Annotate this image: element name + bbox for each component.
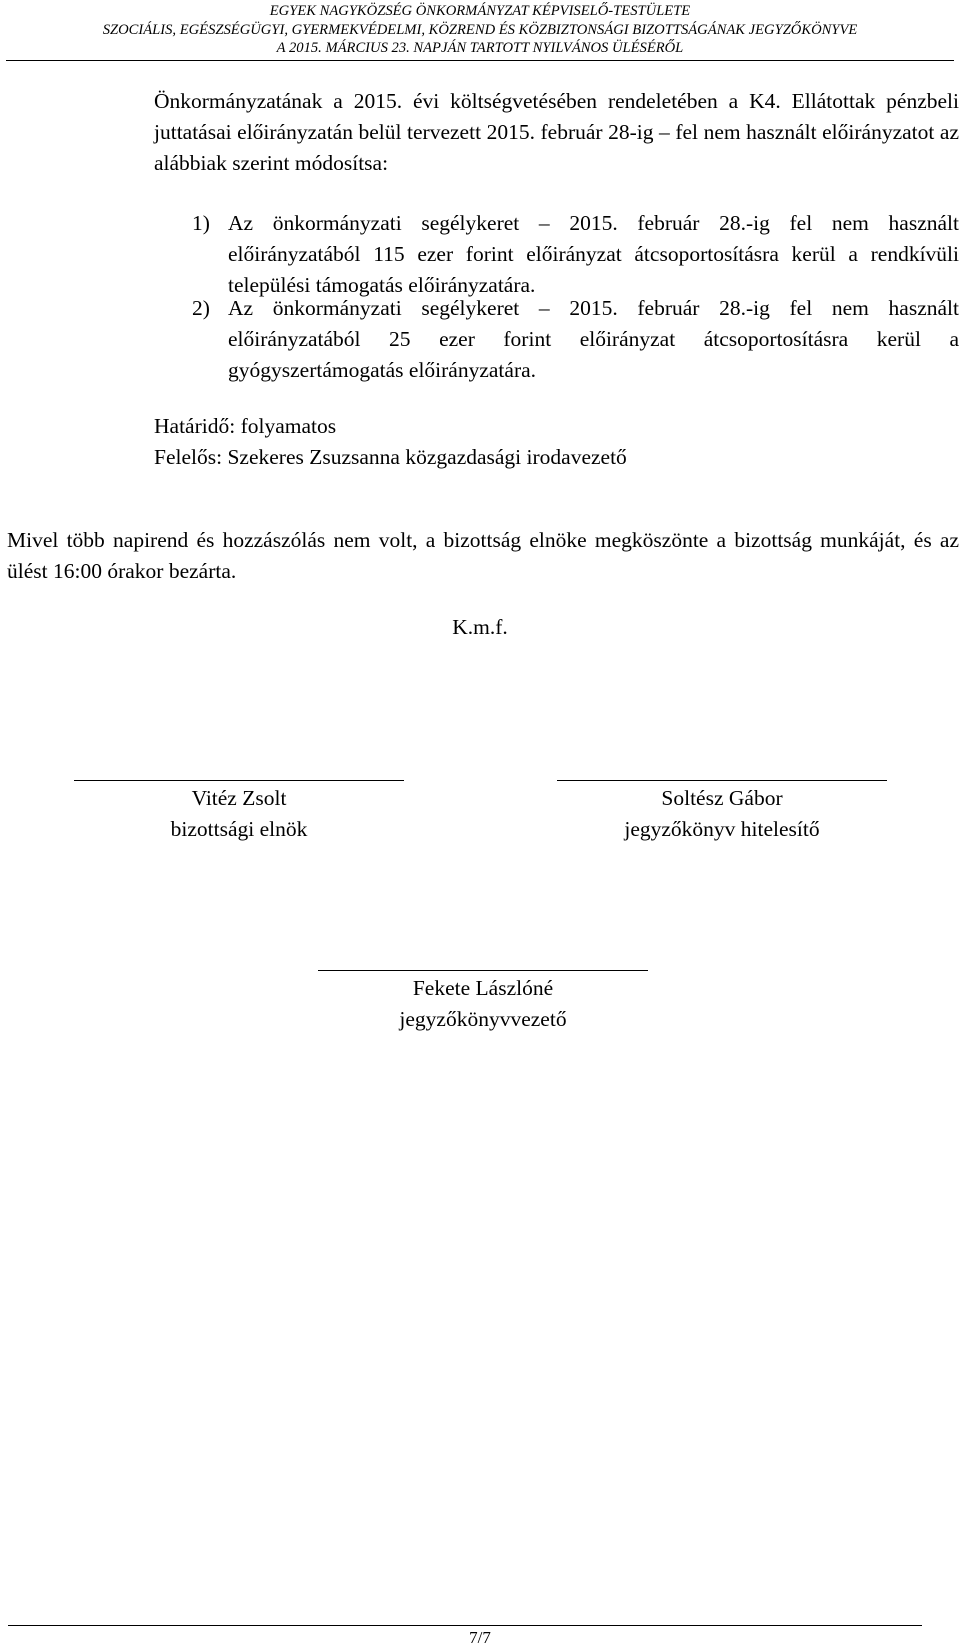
list-item-text: Az önkormányzati segélykeret – 2015. február 28.-ig fel nem használt előirányzatából 25 ezer forint előirányzat átcsoportosításra kerül a gyógyszertámogatás előirányzatára.	[228, 296, 959, 382]
deadline-line: Határidő: folyamatos	[154, 414, 337, 438]
signature-block-authenticator	[557, 780, 887, 845]
signer-name: Fekete Lászlóné	[412, 976, 554, 1000]
header-line-2: SZOCIÁLIS, EGÉSZSÉGÜGYI, GYERMEKVÉDELMI, KÖZREND ÉS KÖZBIZTONSÁGI BIZOTTSÁGÁNAK JEGYZŐKÖNYVE	[102, 21, 858, 38]
header-line-3: A 2015. MÁRCIUS 23. NAPJÁN TARTOTT NYILVÁNOS ÜLÉSÉRŐL	[276, 40, 684, 56]
signer-name: Soltész Gábor	[661, 786, 783, 810]
signer-name: Vitéz Zsolt	[191, 786, 287, 810]
kmf-label: K.m.f.	[452, 615, 508, 639]
signature-line	[318, 970, 648, 971]
intro-paragraph: Önkormányzatának a 2015. évi költségvetésében rendeletében a K4. Ellátottak pénzbeli juttatásai előirányzatán belül tervezett 2015. február 28-ig – fel nem használt előirányzatot az alábbiak szerint módosítsa:	[154, 89, 959, 175]
page-number: 7/7	[469, 1628, 491, 1647]
signer-role: jegyzőkönyvvezető	[399, 1007, 567, 1031]
header-divider	[6, 60, 954, 61]
list-item-number: 2)	[192, 296, 210, 320]
list-item-text: Az önkormányzati segélykeret – 2015. február 28.-ig fel nem használt előirányzatából 115 ezer forint előirányzat átcsoportosításra kerül a rendkívüli települési támogatás előirányzatára.	[228, 211, 959, 297]
list-item	[192, 208, 959, 301]
signature-block-recorder	[318, 970, 648, 1035]
closing-paragraph: Mivel több napirend és hozzászólás nem volt, a bizottság elnöke megköszönte a bizottság munkáját, és az ülést 16:00 órakor bezárta.	[7, 528, 959, 583]
signature-line	[557, 780, 887, 781]
signer-role: bizottsági elnök	[170, 817, 308, 841]
signer-role: jegyzőkönyv hitelesítő	[624, 817, 820, 841]
responsible-line: Felelős: Szekeres Zsuzsanna közgazdasági irodavezető	[154, 445, 627, 469]
list-item	[192, 293, 959, 386]
footer-divider	[8, 1625, 922, 1626]
signature-line	[74, 780, 404, 781]
signature-block-chair	[74, 780, 404, 845]
document-header	[0, 2, 960, 58]
header-line-1: EGYEK NAGYKÖZSÉG ÖNKORMÁNYZAT KÉPVISELŐ-TESTÜLETE	[269, 3, 691, 19]
list-item-number: 1)	[192, 211, 210, 235]
